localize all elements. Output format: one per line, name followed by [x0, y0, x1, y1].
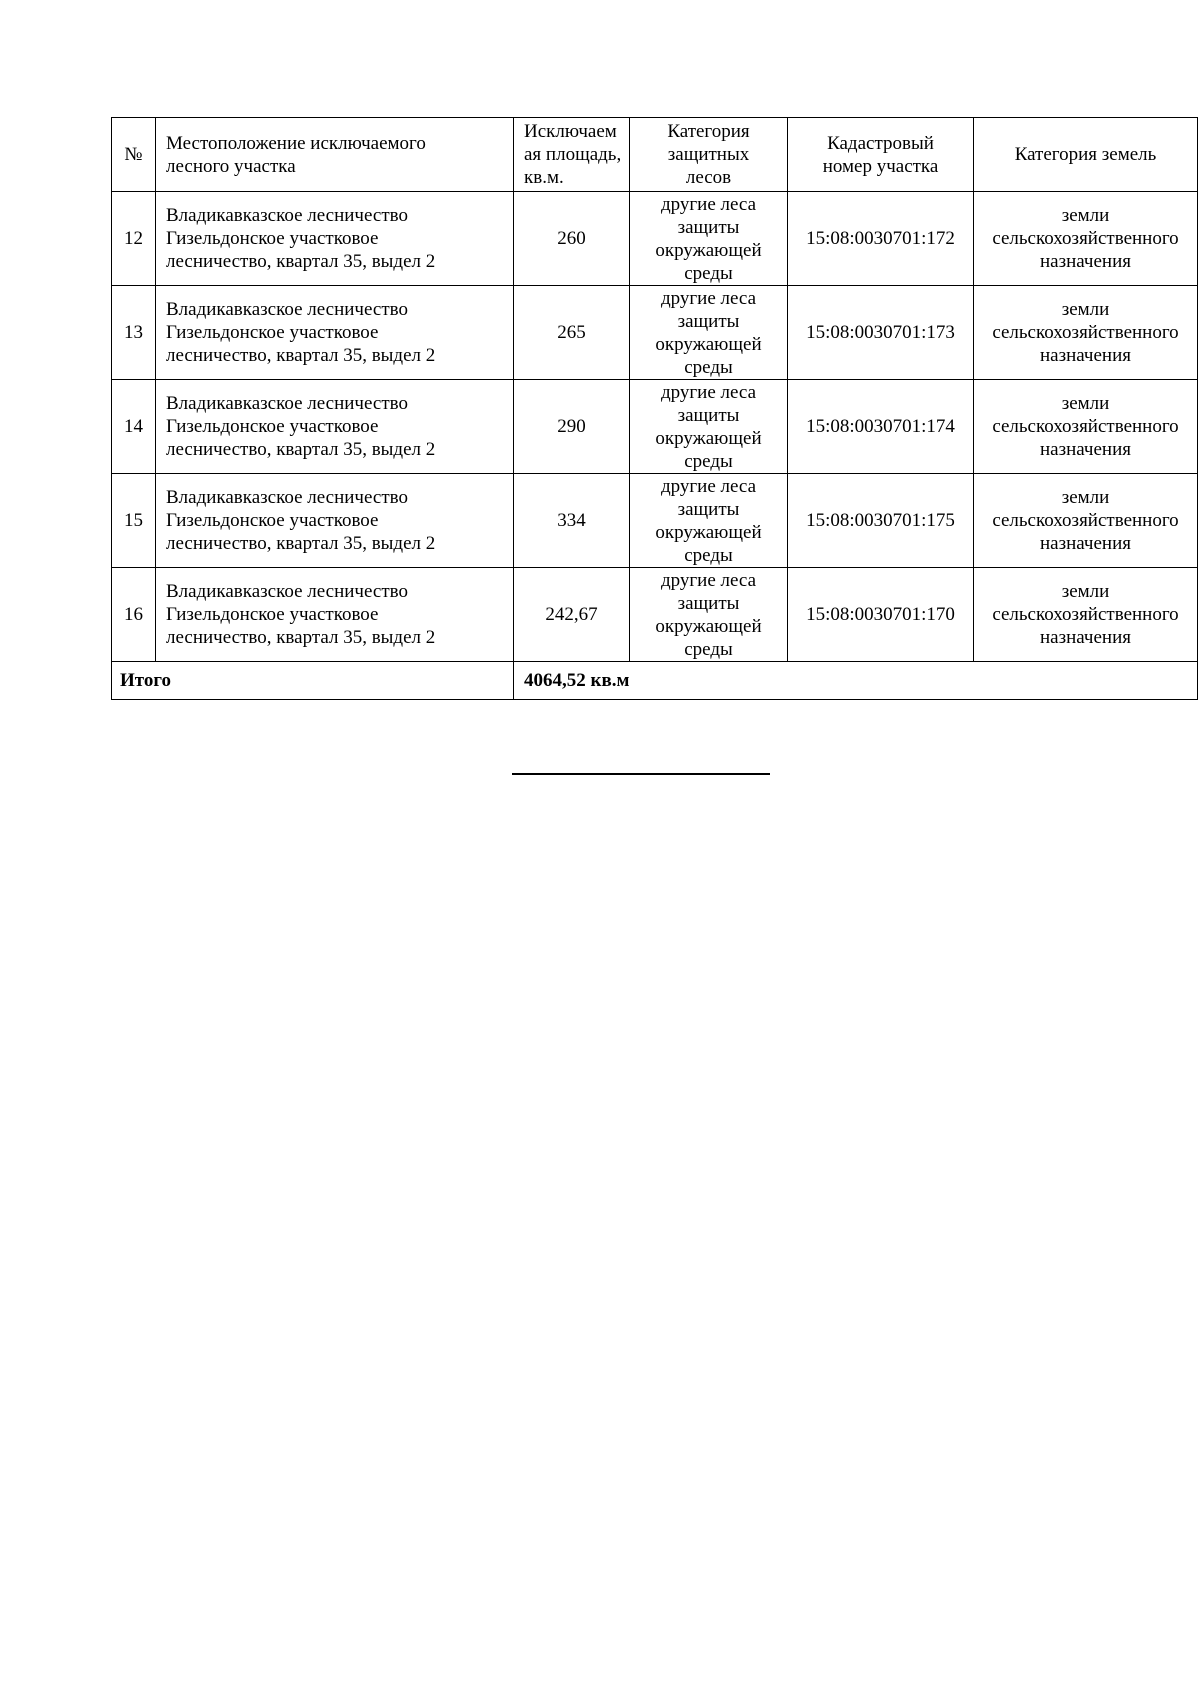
table-row	[112, 568, 1198, 662]
row-land-category: земли сельскохозяйственного назначения	[974, 380, 1198, 474]
row-cadastral: 15:08:0030701:173	[788, 286, 974, 380]
row-num: 15	[112, 474, 156, 568]
row-forest-category: другие леса защиты окружающей среды	[630, 192, 788, 286]
header-location: Местоположение исключаемого лесного участка	[156, 118, 514, 192]
row-area: 334	[514, 474, 630, 568]
excluded-plots-table	[111, 117, 1198, 700]
row-location: Владикавказское лесничество Гизельдонское участковое лесничество, квартал 35, выдел 2	[156, 286, 514, 380]
row-land-category: земли сельскохозяйственного назначения	[974, 192, 1198, 286]
table-row	[112, 474, 1198, 568]
row-area: 242,67	[514, 568, 630, 662]
row-forest-category: другие леса защиты окружающей среды	[630, 568, 788, 662]
header-num: №	[112, 118, 156, 192]
header-forest-category: Категория защитных лесов	[630, 118, 788, 192]
table-header-row	[112, 118, 1198, 192]
total-label: Итого	[112, 662, 514, 700]
row-location: Владикавказское лесничество Гизельдонское участковое лесничество, квартал 35, выдел 2	[156, 192, 514, 286]
row-area: 290	[514, 380, 630, 474]
row-cadastral: 15:08:0030701:170	[788, 568, 974, 662]
header-land-category: Категория земель	[974, 118, 1198, 192]
row-num: 12	[112, 192, 156, 286]
row-location: Владикавказское лесничество Гизельдонское участковое лесничество, квартал 35, выдел 2	[156, 474, 514, 568]
row-cadastral: 15:08:0030701:172	[788, 192, 974, 286]
row-num: 14	[112, 380, 156, 474]
row-cadastral: 15:08:0030701:175	[788, 474, 974, 568]
table-row	[112, 286, 1198, 380]
row-num: 16	[112, 568, 156, 662]
row-land-category: земли сельскохозяйственного назначения	[974, 568, 1198, 662]
row-cadastral: 15:08:0030701:174	[788, 380, 974, 474]
row-forest-category: другие леса защиты окружающей среды	[630, 380, 788, 474]
row-land-category: земли сельскохозяйственного назначения	[974, 474, 1198, 568]
row-land-category: земли сельскохозяйственного назначения	[974, 286, 1198, 380]
row-area: 265	[514, 286, 630, 380]
header-cadastral: Кадастровый номер участка	[788, 118, 974, 192]
row-area: 260	[514, 192, 630, 286]
row-location: Владикавказское лесничество Гизельдонское участковое лесничество, квартал 35, выдел 2	[156, 568, 514, 662]
row-forest-category: другие леса защиты окружающей среды	[630, 474, 788, 568]
row-forest-category: другие леса защиты окружающей среды	[630, 286, 788, 380]
table-row	[112, 380, 1198, 474]
row-num: 13	[112, 286, 156, 380]
row-location: Владикавказское лесничество Гизельдонское участковое лесничество, квартал 35, выдел 2	[156, 380, 514, 474]
header-area: Исключаем ая площадь, кв.м.	[514, 118, 630, 192]
total-value: 4064,52 кв.м	[514, 662, 1198, 700]
table-total-row	[112, 662, 1198, 700]
table-row	[112, 192, 1198, 286]
end-of-document-rule	[512, 773, 770, 775]
